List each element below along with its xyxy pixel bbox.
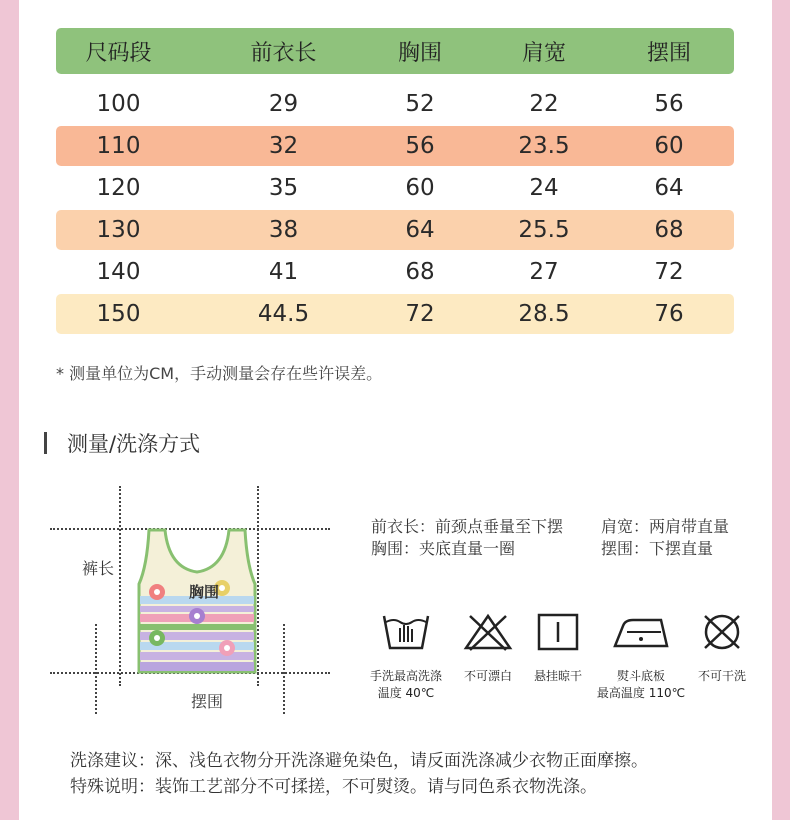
care-item-no-bleach — [459, 612, 517, 685]
care-label: 不可干洗 — [697, 669, 746, 683]
section-heading — [44, 428, 200, 458]
table-row — [56, 210, 734, 250]
measure-line — [371, 516, 729, 538]
guide-line-hem-left — [95, 624, 97, 714]
table-row — [56, 84, 734, 124]
section-marker — [44, 432, 47, 454]
hand-wash-icon — [382, 612, 430, 652]
table-cell: 23.5 — [518, 133, 570, 159]
hem-desc: 摆围：下摆直量 — [601, 539, 714, 558]
table-cell: 52 — [405, 91, 435, 117]
table-cell: 56 — [654, 91, 684, 117]
table-cell: 100 — [96, 91, 141, 117]
table-row — [56, 252, 734, 292]
table-cell: 64 — [405, 217, 435, 243]
hem-label: 摆围 — [191, 692, 224, 711]
no-dry-clean-icon — [699, 612, 745, 652]
table-cell: 32 — [268, 133, 299, 159]
table-cell: 76 — [654, 301, 684, 327]
header-shoulder: 肩宽 — [521, 40, 566, 66]
table-cell: 27 — [529, 259, 559, 285]
care-label: 最高温度 110℃ — [596, 686, 686, 700]
care-item-iron — [595, 612, 687, 702]
guide-line-left — [119, 486, 121, 686]
no-bleach-icon — [462, 612, 514, 652]
table-cell: 120 — [96, 175, 141, 201]
front-length-desc: 前衣长：前颈点垂量至下摆 — [371, 517, 564, 536]
table-cell: 24 — [529, 175, 559, 201]
care-item-no-dry-clean — [691, 612, 753, 685]
table-cell: 150 — [96, 301, 141, 327]
table-cell: 29 — [268, 91, 299, 117]
table-cell: 110 — [96, 133, 141, 159]
iron-icon — [611, 612, 671, 652]
size-table — [56, 28, 734, 336]
care-label: 悬挂晾干 — [533, 669, 582, 683]
care-label: 熨斗底板 — [616, 669, 665, 683]
table-cell: 25.5 — [518, 217, 570, 243]
table-cell: 72 — [405, 301, 435, 327]
special-note: 特殊说明：装饰工艺部分不可揉搓，不可熨烫。请与同色系衣物洗涤。 — [70, 777, 597, 797]
table-cell: 140 — [96, 259, 141, 285]
shoulder-desc: 肩宽：两肩带直量 — [601, 517, 730, 536]
header-hem: 摆围 — [646, 40, 691, 66]
table-row — [56, 168, 734, 208]
wash-advice: 洗涤建议：深、浅色衣物分开洗涤避免染色，请反面洗涤减少衣物正面摩擦。 — [70, 751, 648, 771]
header-chest: 胸围 — [397, 40, 442, 66]
page-panel — [19, 0, 772, 820]
table-cell: 60 — [654, 133, 684, 159]
table-cell: 44.5 — [257, 301, 310, 327]
header-size: 尺码段 — [85, 40, 152, 66]
measurement-note: * 测量单位为CM，手动测量会存在些许误差。 — [56, 364, 383, 383]
line-dry-icon — [536, 612, 580, 652]
table-cell: 72 — [654, 259, 684, 285]
table-cell: 38 — [268, 217, 299, 243]
wash-instructions — [70, 748, 648, 800]
care-item-line-dry — [529, 612, 587, 685]
table-cell: 64 — [654, 175, 684, 201]
section-title: 测量/洗涤方式 — [67, 432, 201, 456]
chest-label-on-garment: 胸围 — [189, 583, 220, 601]
chest-desc: 胸围：夹底直量一圈 — [371, 539, 516, 558]
table-cell: 35 — [268, 175, 299, 201]
care-label: 手洗最高洗涤 — [369, 669, 442, 683]
table-row — [56, 126, 734, 166]
table-row — [56, 294, 734, 334]
care-label: 温度 40℃ — [377, 686, 435, 700]
table-cell: 130 — [96, 217, 141, 243]
table-header-row — [56, 28, 734, 74]
length-label: 裤长 — [82, 559, 115, 578]
header-front-length: 前衣长 — [250, 40, 317, 66]
table-cell: 60 — [405, 175, 435, 201]
table-cell: 68 — [405, 259, 435, 285]
garment-diagram — [47, 486, 337, 716]
table-cell: 68 — [654, 217, 684, 243]
table-cell: 22 — [529, 91, 559, 117]
measure-line — [371, 538, 729, 560]
care-item-hand-wash — [363, 612, 449, 702]
care-label: 不可漂白 — [463, 669, 512, 683]
measurement-descriptions — [371, 516, 729, 560]
table-cell: 56 — [405, 133, 435, 159]
table-cell: 28.5 — [518, 301, 570, 327]
guide-line-hem-right — [283, 624, 285, 714]
table-cell: 41 — [268, 259, 299, 285]
